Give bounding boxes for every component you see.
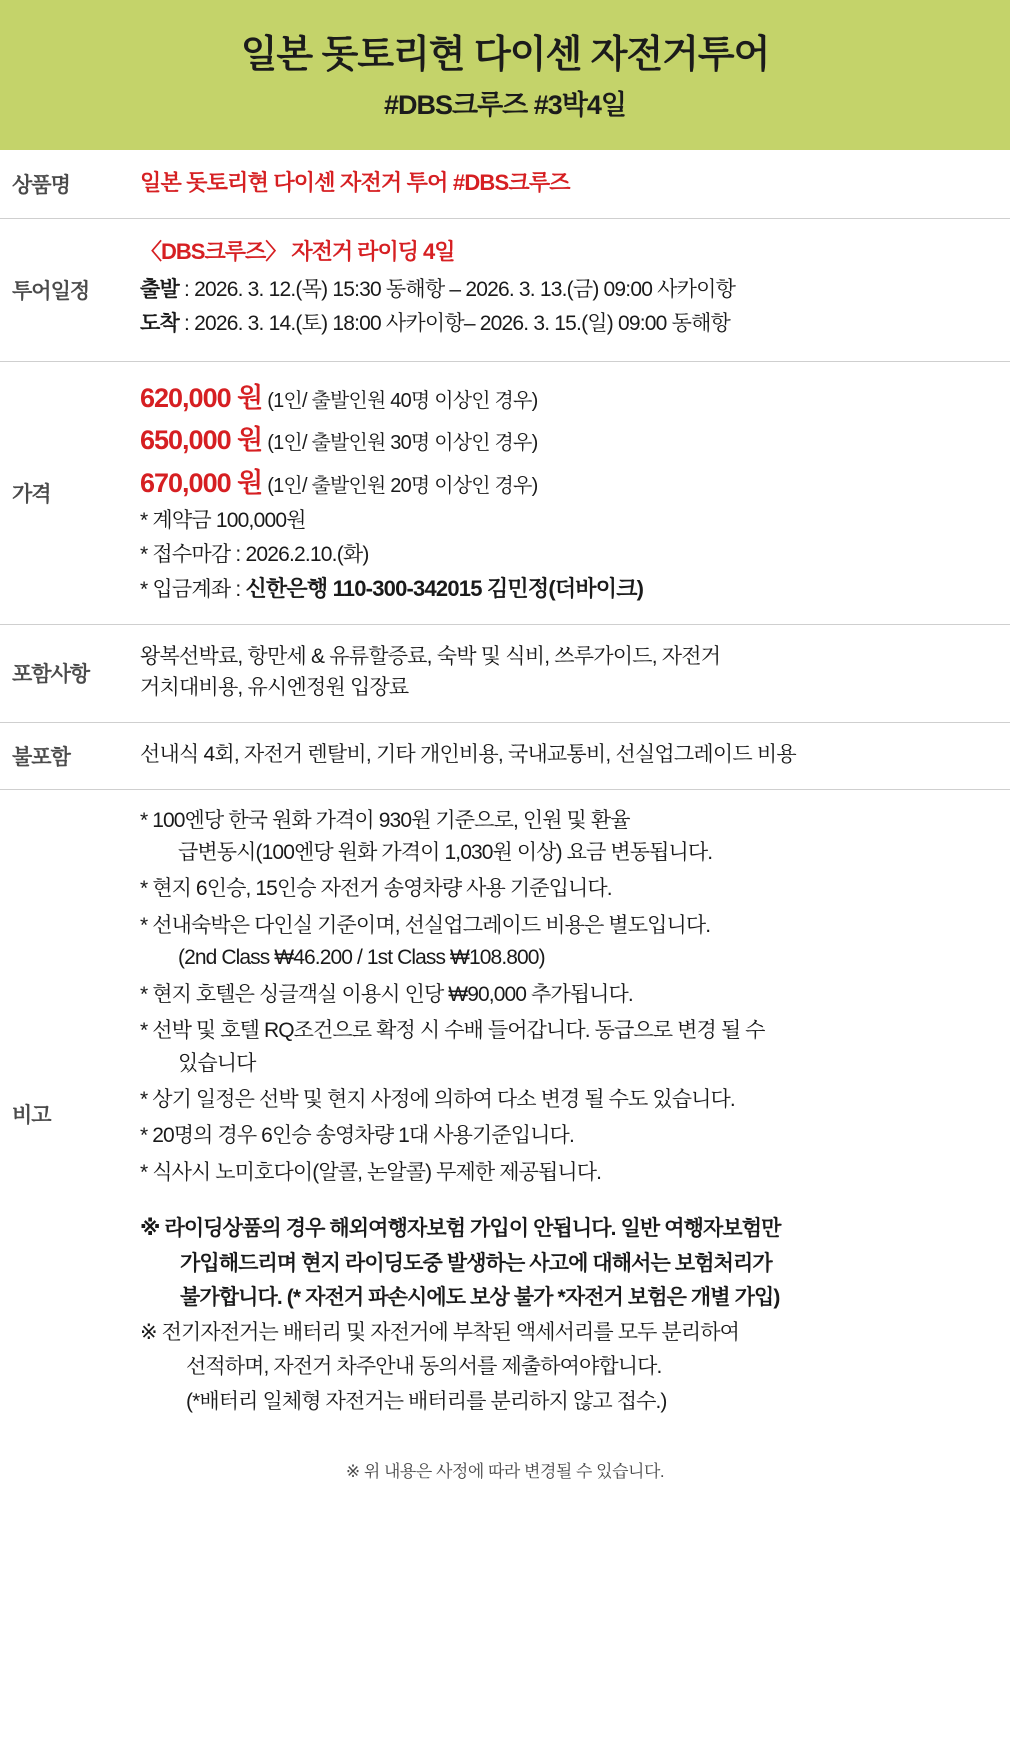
schedule-departure-key: 출발 (140, 277, 179, 301)
remark-item: * 100엔당 한국 원화 가격이 930원 기준으로, 인원 및 환율 (140, 808, 630, 832)
row-label-price: 가격 (12, 482, 51, 506)
remark-item: 급변동시(100엔당 원화 가격이 1,030원 이상) 요금 변동됩니다. (178, 840, 713, 864)
row-content-price (140, 362, 1010, 624)
price-tier-note: (1인/ 출발인원 20명 이상인 경우) (267, 474, 538, 497)
row-content-included (140, 625, 1010, 722)
remark-item: (2nd Class ₩46.200 / 1st Class ₩108.800) (178, 946, 545, 970)
price-tier-note: (1인/ 출발인원 30명 이상인 경우) (267, 432, 538, 454)
remark-item: * 상기 일정은 선박 및 현지 사정에 의하여 다소 변경 될 수도 있습니다. (140, 1088, 735, 1111)
price-tier-amount: 670,000 원 (140, 467, 263, 498)
remark-note-item: 가입해드리며 현지 라이딩도중 발생하는 사고에 대해서는 보험처리가 (180, 1251, 772, 1275)
info-table (0, 150, 1010, 1439)
remark-note-item: (*배터리 일체형 자전거는 배터리를 분리하지 않고 접수.) (186, 1389, 667, 1413)
table-row-schedule (0, 219, 1010, 362)
price-account-prefix: * 입금계좌 : (140, 578, 246, 601)
remark-item: * 선내숙박은 다인실 기준이며, 선실업그레이드 비용은 별도입니다. (140, 913, 711, 937)
price-deadline: * 접수마감 : 2026.2.10.(화) (140, 542, 369, 566)
excluded-value: 선내식 4회, 자전거 렌탈비, 기타 개인비용, 국내교통비, 선실업그레이드 비용 (140, 742, 796, 766)
row-label-remarks: 비고 (12, 1104, 51, 1128)
price-tier-note: (1인/ 출발인원 40명 이상인 경우) (267, 389, 538, 412)
remark-item: * 현지 6인승, 15인승 자전거 송영차량 사용 기준입니다. (140, 877, 612, 901)
remark-note-item: 선적하며, 자전거 차주안내 동의서를 제출하여야합니다. (186, 1355, 662, 1379)
schedule-arrival-key: 도착 (140, 312, 179, 335)
price-tier-amount: 650,000 원 (140, 425, 263, 455)
page-header (0, 0, 1010, 150)
remark-note-item: ※ 전기자전거는 배터리 및 자전거에 부착된 액세서리를 모두 분리하여 (140, 1320, 739, 1344)
table-row-included (0, 625, 1010, 723)
table-row-price (0, 362, 1010, 625)
remark-item: * 20명의 경우 6인승 송영차량 1대 사용기준입니다. (140, 1124, 574, 1148)
price-tier (140, 378, 988, 419)
remark-item: * 식사시 노미호다이(알콜, 논알콜) 무제한 제공됩니다. (140, 1160, 602, 1184)
schedule-title: 〈DBS크루즈〉 자전거 라이딩 4일 (140, 238, 455, 264)
product-name-value: 일본 돗토리현 다이센 자전거 투어 #DBS크루즈 (140, 170, 570, 195)
included-line-2: 거치대비용, 유시엔정원 입장료 (140, 676, 409, 699)
price-deposit: * 계약금 100,000원 (140, 509, 306, 532)
footer-disclaimer: ※ 위 내용은 사정에 따라 변경될 수 있습니다. (345, 1461, 665, 1481)
remark-item: * 현지 호텔은 싱글객실 이용시 인당 ₩90,000 추가됩니다. (140, 982, 633, 1006)
row-label-excluded: 불포함 (12, 745, 70, 769)
schedule-departure-value: : 2026. 3. 12.(목) 15:30 동해항 – 2026. 3. 13.(금) 09:00 사카이항 (178, 277, 736, 301)
price-tier (140, 420, 988, 461)
remark-item: * 선박 및 호텔 RQ조건으로 확정 시 수배 들어갑니다. 동급으로 변경 될 수 (140, 1019, 765, 1043)
table-row-remarks (0, 790, 1010, 1439)
remark-item: 있습니다 (178, 1051, 256, 1075)
schedule-departure (140, 274, 988, 306)
row-content-schedule (140, 219, 1010, 361)
row-label-included: 포함사항 (12, 663, 90, 686)
remarks-list (140, 806, 988, 1189)
remarks-notes-list (140, 1214, 988, 1417)
remark-note-item: 불가합니다. (* 자전거 파손시에도 보상 불가 *자전거 보험은 개별 가입) (180, 1286, 780, 1310)
schedule-arrival-value: : 2026. 3. 14.(토) 18:00 사카이항– 2026. 3. 15.(일) 09:00 동해항 (178, 312, 731, 335)
table-row-product (0, 150, 1010, 219)
page-title: 일본 돗토리현 다이센 자전거투어 (240, 33, 770, 76)
row-label-schedule: 투어일정 (12, 279, 90, 303)
included-line-1: 왕복선박료, 항만세 & 유류할증료, 숙박 및 식비, 쓰루가이드, 자전거 (140, 644, 721, 668)
row-label-product: 상품명 (12, 173, 70, 197)
price-account (140, 572, 988, 606)
row-content-remarks (140, 790, 1010, 1439)
remark-note-item: ※ 라이딩상품의 경우 해외여행자보험 가입이 안됩니다. 일반 여행자보험만 (140, 1217, 781, 1241)
schedule-arrival (140, 308, 988, 340)
table-row-excluded (0, 723, 1010, 790)
page-subtitle: #DBS크루즈 #3박4일 (384, 90, 626, 121)
price-tier-amount: 620,000 원 (140, 382, 263, 413)
price-account-value: 신한은행 110-300-342015 김민정(더바이크) (245, 576, 644, 601)
row-content-excluded (140, 723, 1010, 789)
row-content-product (140, 150, 1010, 218)
price-tier (140, 463, 988, 504)
